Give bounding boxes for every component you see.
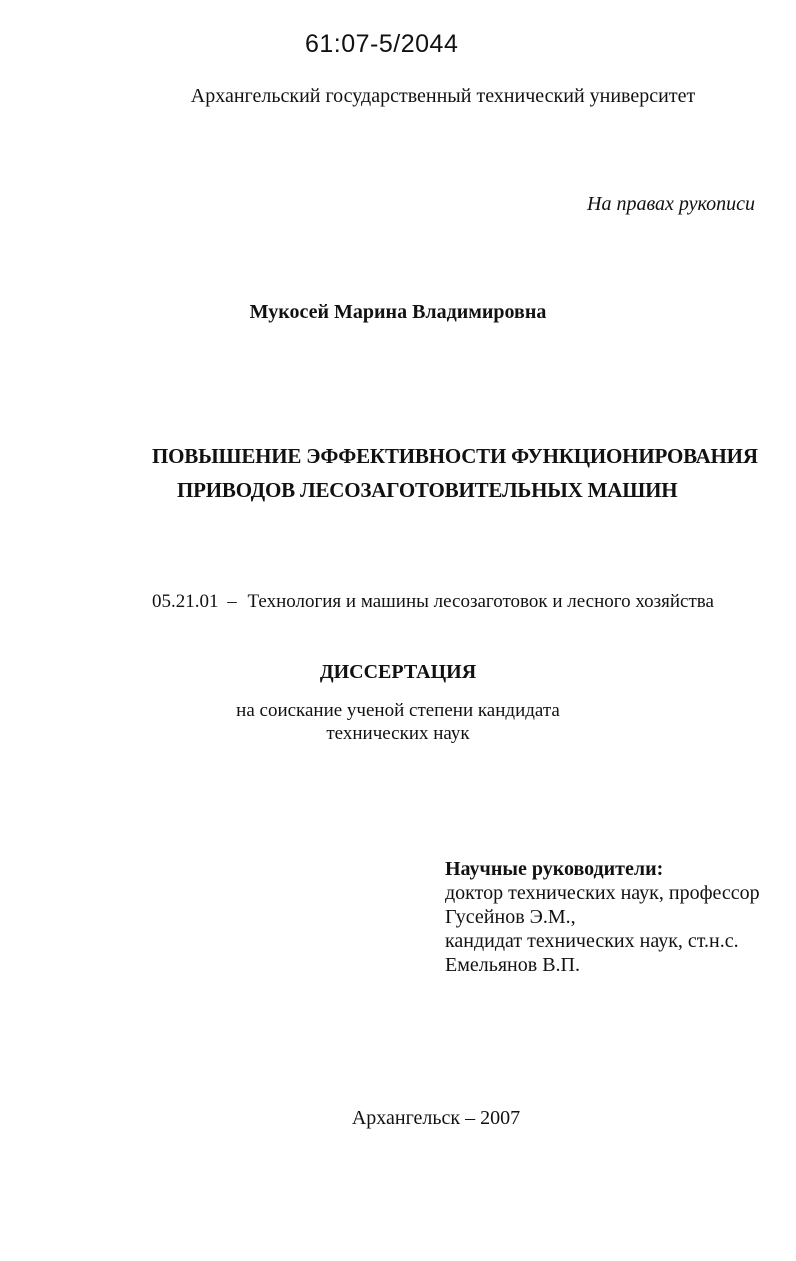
- supervisors-heading: Научные руководители:: [445, 858, 664, 880]
- place-year-row: [0, 1107, 796, 1130]
- specialty-code: 05.21.01: [152, 591, 219, 612]
- degree-line-2: технических наук: [326, 723, 470, 744]
- supervisor-line: Гусейнов Э.М.,: [445, 906, 576, 928]
- supervisor-line: доктор технических наук, профессор: [445, 882, 760, 904]
- supervisors-block: [445, 858, 760, 977]
- university-name-row: [0, 85, 796, 108]
- document-type: ДИССЕРТАЦИЯ: [319, 661, 477, 683]
- degree-line-1: на соискание ученой степени кандидата: [236, 700, 560, 721]
- specialty-dash: –: [227, 591, 237, 612]
- specialty: [152, 591, 714, 613]
- university-name: Архангельский государственный технический университет: [190, 85, 696, 107]
- place-year: Архангельск – 2007: [351, 1107, 521, 1129]
- title-line-2: ПРИВОДОВ ЛЕСОЗАГОТОВИТЕЛЬНЫХ МАШИН: [177, 478, 678, 502]
- manuscript-rights-note: На правах рукописи: [587, 193, 755, 215]
- specialty-name: Технология и машины лесозаготовок и лесного хозяйства: [247, 591, 714, 612]
- title-line-1: ПОВЫШЕНИЕ ЭФФЕКТИВНОСТИ ФУНКЦИОНИРОВАНИЯ: [152, 444, 758, 468]
- author-name: Мукосей Марина Владимировна: [249, 301, 547, 323]
- catalog-number: 61:07-5/2044: [305, 30, 459, 58]
- supervisor-line: кандидат технических наук, ст.н.с.: [445, 930, 739, 952]
- supervisor-line: Емельянов В.П.: [445, 954, 580, 976]
